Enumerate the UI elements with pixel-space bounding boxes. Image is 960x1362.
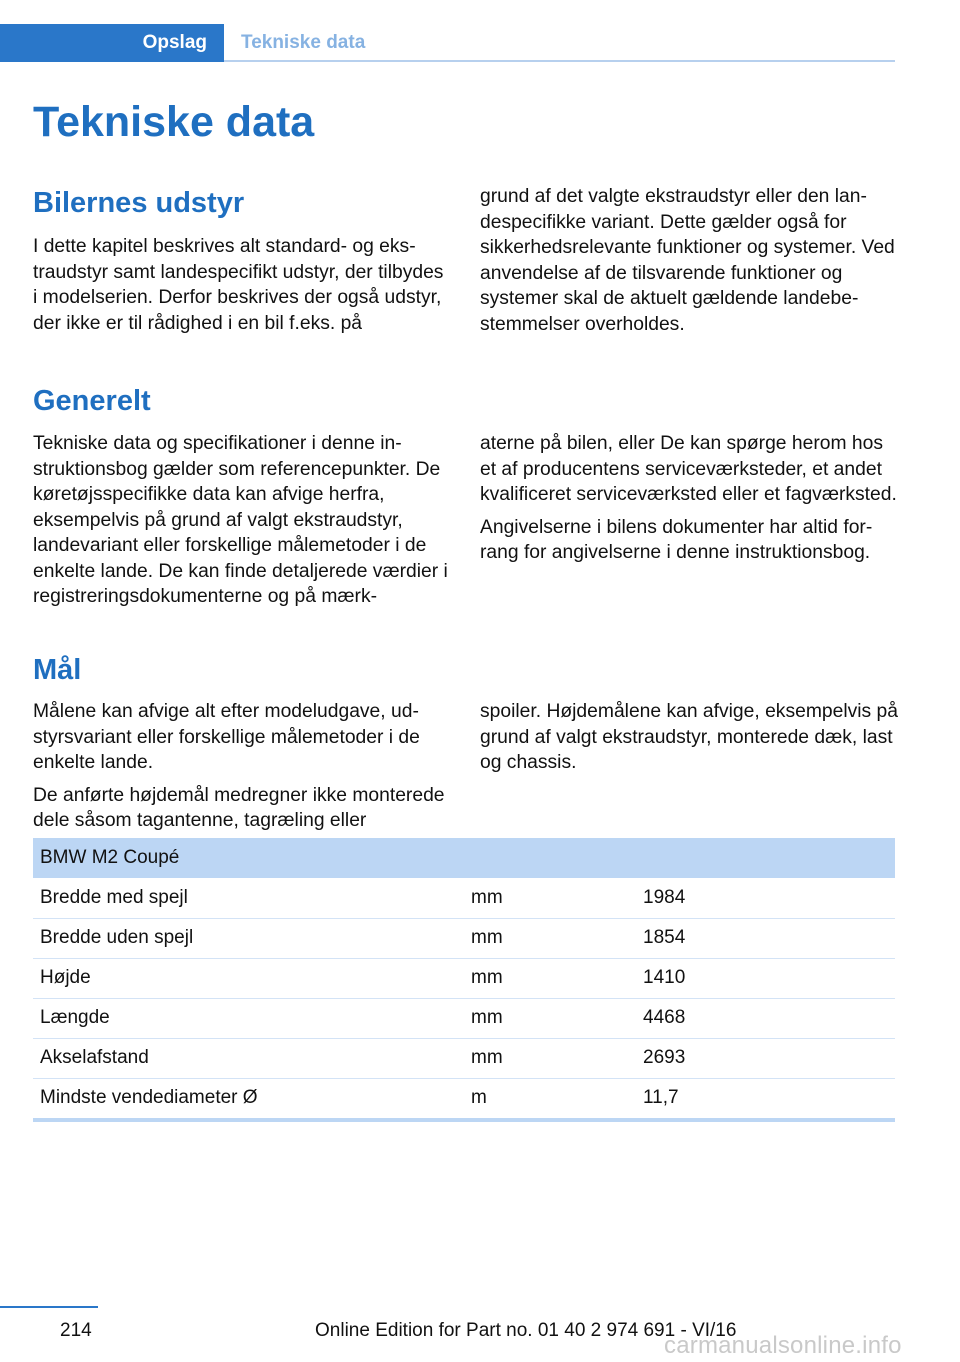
table-row bbox=[33, 1078, 895, 1118]
table-row bbox=[33, 878, 895, 918]
paragraph: grund af det valgte ekstraudstyr eller den landespecifikke variant. Dette gælder også for sikkerhedsrelevante funktioner og systemer. Ved anvendelse af de tilsvarende funktioner og systemer skal de aktuelt gældende landebestemmelser overholdes. bbox=[480, 186, 895, 335]
spec-label: Mindste vendediameter Ø bbox=[33, 1078, 463, 1118]
section-title-bilernes-udstyr: Bilernes udstyr bbox=[33, 187, 245, 219]
spec-value: 1854 bbox=[635, 918, 895, 958]
spec-unit: mm bbox=[463, 878, 635, 918]
section-title-maal: Mål bbox=[33, 654, 82, 686]
tab-opslag[interactable]: Opslag bbox=[0, 24, 224, 62]
table-bottom-rule bbox=[33, 1118, 895, 1122]
paragraph: I dette kapitel beskrives alt standard- og ekstraudstyr samt landespecifikt udstyr, der tilbydes i modelserien. Derfor beskrives der også udstyr, der ikke er til rådighed i en bil f.eks. på bbox=[33, 236, 444, 334]
section-generelt-right bbox=[480, 431, 898, 566]
spec-unit: mm bbox=[463, 1038, 635, 1078]
edition-text: Online Edition for Part no. 01 40 2 974 691 - VI/16 bbox=[315, 1320, 737, 1341]
section-title-generelt: Generelt bbox=[33, 385, 151, 417]
spec-value: 1410 bbox=[635, 958, 895, 998]
spec-value: 1984 bbox=[635, 878, 895, 918]
table-row bbox=[33, 998, 895, 1038]
page-number: 214 bbox=[60, 1320, 92, 1341]
section-maal-left bbox=[33, 699, 453, 834]
table-header-row bbox=[33, 838, 895, 878]
dimensions-table bbox=[33, 838, 895, 1119]
table-header: BMW M2 Coupé bbox=[33, 838, 895, 878]
spec-value: 4468 bbox=[635, 998, 895, 1038]
spec-label: Højde bbox=[33, 958, 463, 998]
page-title: Tekniske data bbox=[33, 98, 315, 146]
section-bilernes-udstyr-right bbox=[480, 184, 898, 337]
spec-label: Akselafstand bbox=[33, 1038, 463, 1078]
paragraph: spoiler. Højdemålene kan afvige, eksempelvis på grund af valgt ekstraudstyr, monterede dæk, last og chassis. bbox=[480, 701, 898, 773]
table-row bbox=[33, 918, 895, 958]
footer-rule bbox=[0, 1306, 98, 1308]
spec-unit: m bbox=[463, 1078, 635, 1118]
paragraph: Angivelserne i bilens dokumenter har altid forrang for angivelserne i denne instruktionsbog. bbox=[480, 516, 873, 563]
watermark: carmanualsonline.info bbox=[664, 1332, 902, 1359]
paragraph: De anførte højdemål medregner ikke monterede dele såsom tagantenne, tagræling eller bbox=[33, 784, 445, 831]
spec-label: Bredde med spejl bbox=[33, 878, 463, 918]
spec-value: 2693 bbox=[635, 1038, 895, 1078]
table-row bbox=[33, 958, 895, 998]
paragraph: Målene kan afvige alt efter modeludgave, udstyrsvariant eller forskellige målemetoder i de enkelte lande. bbox=[33, 701, 420, 773]
tab-tekniske-data[interactable]: Tekniske data bbox=[241, 32, 366, 53]
table-row bbox=[33, 1038, 895, 1078]
spec-label: Bredde uden spejl bbox=[33, 918, 463, 958]
spec-label: Længde bbox=[33, 998, 463, 1038]
header-bar bbox=[0, 24, 895, 62]
spec-unit: mm bbox=[463, 958, 635, 998]
paragraph: Tekniske data og specifikationer i denne instruktionsbog gælder som referencepunkter. De køretøjsspecifikke data kan afvige herfra, eksempelvis på grund af valgt ekstraudstyr, landevariant eller forskellige målemetoder i de enkelte lande. De kan finde detaljerede værdier i registreringsdokumenterne og på mærk- bbox=[33, 433, 448, 607]
spec-value: 11,7 bbox=[635, 1078, 895, 1118]
section-maal-right bbox=[480, 699, 898, 776]
paragraph: aterne på bilen, eller De kan spørge herom hos et af producentens serviceværksteder, et andet kvalificeret serviceværksted eller et fagværksted. bbox=[480, 433, 897, 505]
section-generelt-left bbox=[33, 431, 453, 610]
spec-unit: mm bbox=[463, 998, 635, 1038]
section-bilernes-udstyr-left bbox=[33, 234, 453, 336]
spec-unit: mm bbox=[463, 918, 635, 958]
header-rule bbox=[224, 60, 895, 62]
